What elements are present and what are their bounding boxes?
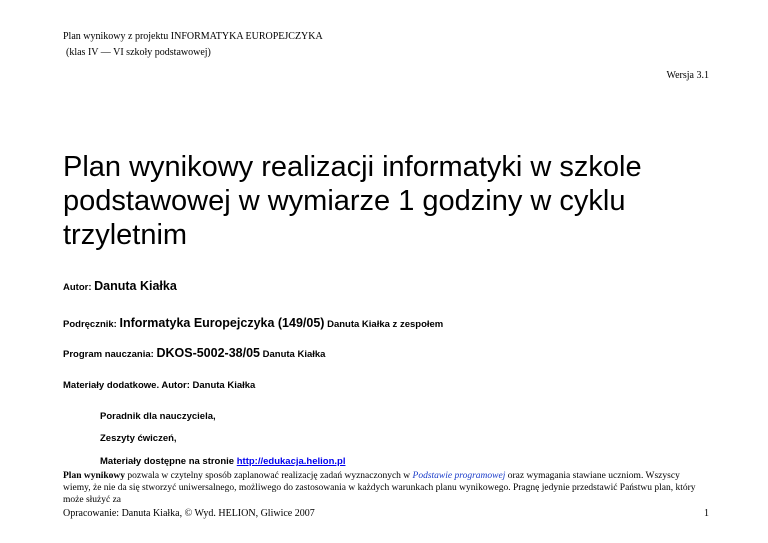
program-author: Danuta Kiałka [262,349,326,360]
program-label: Program nauczania: [63,349,154,360]
author-line [63,279,177,293]
author-name: Danuta Kiałka [94,279,177,293]
version-label: Wersja 3.1 [666,70,709,81]
textbook-authors: Danuta Kiałka z zespołem [327,319,444,330]
running-header-subtitle: (klas IV — VI szkoły podstawowej) [66,47,211,58]
author-label: Autor: [63,282,92,293]
extras-item-teacher-guide: Poradnik dla nauczyciela, [100,411,216,422]
running-header-title: Plan wynikowy z projektu INFORMATYKA EUROPEJCZYKA [63,31,323,42]
textbook-label: Podręcznik: [63,319,117,330]
document-title: Plan wynikowy realizacji informatyki w szkole podstawowej w wymiarze 1 godziny w cyklu trzyletnim [63,151,642,251]
extras-item-workbooks: Zeszyty ćwiczeń, [100,433,177,444]
intro-paragraph [63,470,708,506]
curriculum-reference: Podstawie programowej [412,471,506,481]
paragraph-lead: Plan wynikowy [63,471,126,481]
program-line [63,346,325,360]
extras-item-online [100,456,345,467]
online-materials-label: Materiały dostępne na stronie [100,456,235,467]
helion-link[interactable]: http://edukacja.helion.pl [236,456,346,467]
program-code: DKOS-5002-38/05 [156,346,260,360]
paragraph-text-1: pozwala w czytelny sposób zaplanować realizację zadań wyznaczonych w [125,471,413,481]
extras-heading: Materiały dodatkowe. Autor: Danuta Kiałka [63,380,256,391]
paragraph-text-2: oraz wymagania stawiane uczniom. Wszyscy wiemy, że nie da się stworzyć uniwersalnego, możliwego do zastosowania w każdych warunkach planu wynikowego. Pragnę jedynie przedstawić Państwu plan, który może służyć za [63,471,696,505]
footer-credits: Opracowanie: Danuta Kiałka, © Wyd. HELION, Gliwice 2007 [63,508,315,519]
page-number: 1 [704,508,709,519]
textbook-name: Informatyka Europejczyka (149/05) [119,316,325,330]
textbook-line [63,316,443,330]
